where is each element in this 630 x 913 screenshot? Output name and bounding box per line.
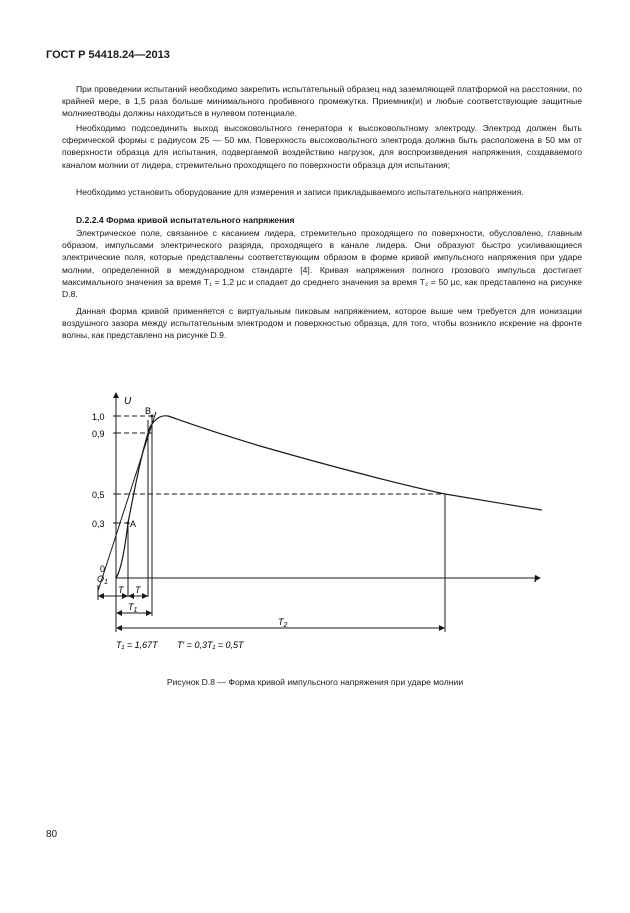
section-heading: D.2.2.4 Форма кривой испытательного напряжения — [76, 215, 295, 225]
point-b-label: B — [145, 406, 152, 416]
figure-caption: Рисунок D.8 — Форма кривой импульсного напряжения при ударе молнии — [166, 677, 464, 687]
tick-label-0-5: 0,5 — [92, 490, 105, 500]
point-a-label: A — [130, 519, 137, 529]
document-header: ГОСТ Р 54418.24—2013 — [46, 49, 170, 61]
y-axis-label: U — [124, 396, 132, 407]
page-number: 80 — [46, 829, 58, 840]
tick-label-0-3: 0,3 — [92, 519, 105, 529]
paragraph-equipment: Необходимо установить оборудование для измерения и записи прикладываемого испытательного напряжения. — [76, 187, 524, 197]
front-line — [98, 412, 156, 591]
paragraph-mounting: При проведении испытаний необходимо закрепить испытательный образец над заземляющей платформой на расстоянии, по крайней мере, в 1,5 раза больше минимального пробивного промежутка. Приемник(и) и любые соответствующие защитные молниеотводы должны находиться в нулевом потенциале. — [62, 84, 582, 119]
dim-t1-label: $T_1$ — [128, 602, 138, 614]
formula-t1: T₁ = 1,67T — [116, 640, 158, 650]
dim-t-left-label: T — [118, 585, 124, 595]
tick-label-1-0: 1,0 — [92, 412, 105, 422]
impulse-curve — [116, 416, 542, 578]
tick-label-0-9: 0,9 — [92, 429, 105, 439]
formula-t-prime: T′ = 0,3T₁ = 0,5T — [177, 640, 244, 650]
dim-t-right-label: T — [135, 585, 141, 595]
tick-label-0: 0 — [100, 564, 106, 574]
x-axis-label: t — [534, 574, 537, 585]
paragraph-electric-field: Электрическое поле, связанное с касанием лидера, стремительно проходящего по поверхности, обусловлено, главным образом, импульсами электрического разряда, проходящего в канале лидера. Они образуют быстро усиливающиеся электрические поля, которые представлены соответствующим образом в форме кривой импульсного напряжения при ударе молнии, определенной в международном стандарте [4]. Кривая напряжения полного грозового импульса достигает максимального значения за время T₁ = 1,2 µс и спадает до среднего значения за время T₂ = 50 µс, как представлено на рисунке D.8. — [62, 228, 582, 300]
paragraph-waveform: Данная форма кривой применяется с виртуальным пиковым напряжением, которое выше чем требуется для ионизации воздушного зазора между испытательным электродом и поверхностью образца, для того, чтобы возникло искрение на фронте волны, как представлено на рисунке D.9. — [62, 306, 582, 341]
origin-label: $O_1$ — [97, 574, 108, 586]
dim-t2-label: $T_2$ — [278, 617, 288, 629]
paragraph-electrode: Необходимо подсоединить выход высоковольтного генератора к высоковольтному электроду. Электрод должен быть сферической формы с радиусом 25 — 50 мм. Поверхность высоковольтного электрода должна быть расположена в 50 мм от поверхности образца для испытания, подвергаемой воздействию нагрузок, для воспроизведения напряжения, создаваемого каналом молнии от лидера, стремительно проходящего по поверхности образца для испытания; — [62, 123, 582, 170]
